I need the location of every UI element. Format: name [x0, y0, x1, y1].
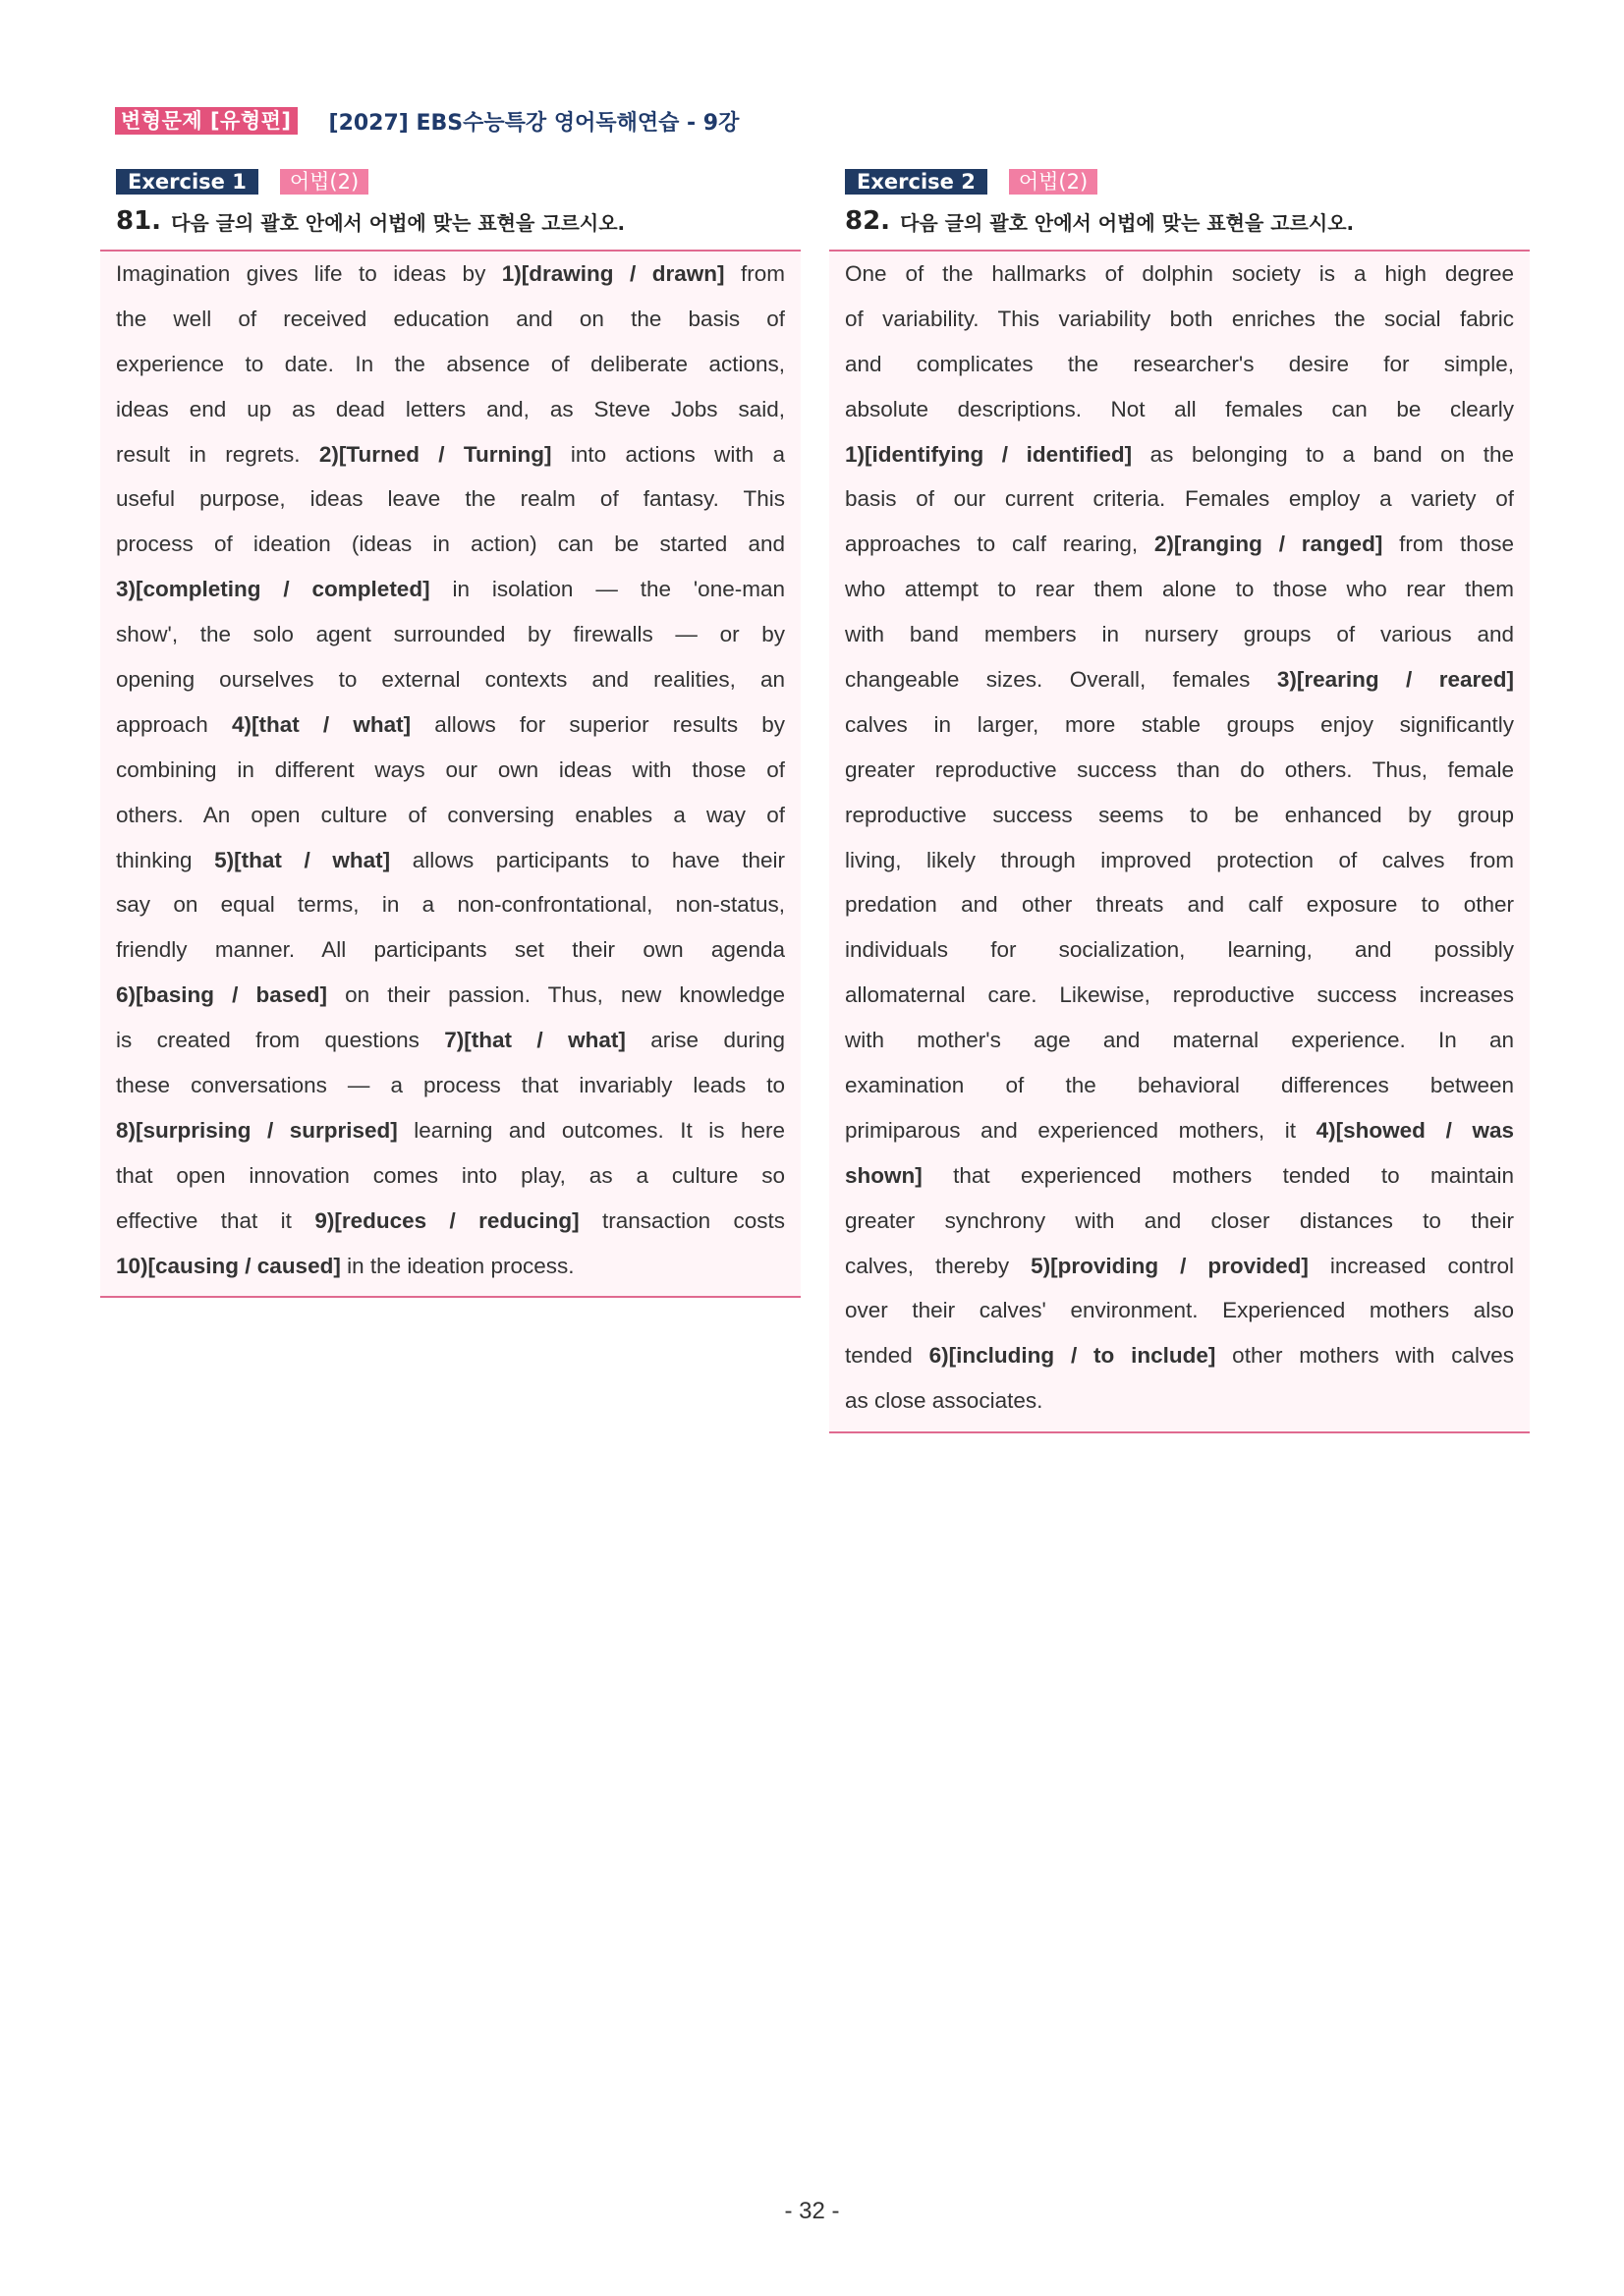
passage-line: thinking 5)[that / what] allows participants to have their	[116, 847, 785, 872]
passage-line: combining in different ways our own ideas with those of	[116, 756, 785, 782]
passage-line: basis of our current criteria. Females employ a variety of	[845, 486, 1514, 512]
answer-choice: 9)[reduces / reducing]	[314, 1207, 580, 1233]
passage-box	[829, 250, 1530, 1433]
passage-line: others. An open culture of conversing enables a way of	[116, 802, 785, 827]
passage-line: friendly manner. All participants set their own agenda	[116, 937, 785, 963]
answer-choice: 6)[including / to include]	[928, 1343, 1216, 1369]
exercise-2	[829, 169, 1530, 1433]
passage-line: reproductive success seems to be enhanced by group	[845, 802, 1514, 827]
answer-choice: 10)[causing / caused]	[116, 1253, 341, 1278]
answer-choice: 2)[Turned / Turning]	[318, 441, 552, 467]
passage-line: experience to date. In the absence of deliberate actions,	[116, 351, 785, 376]
passage-line: that open innovation comes into play, as a culture so	[116, 1162, 785, 1188]
answer-choice: 6)[basing / based]	[116, 982, 328, 1008]
answer-choice: 2)[ranging / ranged]	[1153, 532, 1383, 557]
answer-choice: 3)[completing / completed]	[116, 577, 430, 602]
exercise-1-badge: Exercise 1	[116, 169, 258, 195]
exercise-2-heading	[845, 169, 1530, 195]
question-number: 82.	[845, 206, 891, 236]
passage-line: effective that it 9)[reduces / reducing] transaction costs	[116, 1207, 785, 1233]
passage-line: these conversations — a process that invariably leads to	[116, 1073, 785, 1098]
passage-line: who attempt to rear them alone to those who rear them	[845, 577, 1514, 602]
passage-line: Imagination gives life to ideas by 1)[drawing / drawn] from	[116, 261, 785, 286]
passage-line: over their calves' environment. Experienced mothers also	[845, 1298, 1514, 1323]
passage-line: with mother's age and maternal experience. In an	[845, 1028, 1514, 1053]
passage-line: absolute descriptions. Not all females can be clearly	[845, 396, 1514, 421]
passage-line: shown] that experienced mothers tended to maintain	[845, 1162, 1514, 1188]
passage-line: living, likely through improved protection of calves from	[845, 847, 1514, 872]
passage-line: 10)[causing / caused] in the ideation process.	[116, 1253, 575, 1278]
passage-line: calves, thereby 5)[providing / provided] increased control	[845, 1253, 1514, 1278]
passage-line: allomaternal care. Likewise, reproductive success increases	[845, 982, 1514, 1008]
passage-line: of variability. This variability both enriches the social fabric	[845, 306, 1514, 331]
passage-line: 6)[basing / based] on their passion. Thus, new knowledge	[116, 982, 785, 1008]
answer-choice: 4)[that / what]	[232, 711, 412, 737]
answer-choice: 5)[providing / provided]	[1031, 1253, 1309, 1278]
exercise-2-badge: Exercise 2	[845, 169, 987, 195]
passage-line: with band members in nursery groups of various and	[845, 622, 1514, 647]
header-title: [2027] EBS수능특강 영어독해연습 - 9강	[328, 110, 740, 136]
answer-choice: 5)[that / what]	[214, 847, 391, 872]
page-number: - 32 -	[784, 2198, 840, 2224]
passage-line: approaches to calf rearing, 2)[ranging / ranged] from those	[845, 532, 1514, 557]
answer-choice: 8)[surprising / surprised]	[116, 1117, 398, 1143]
answer-choice: 4)[showed / was	[1316, 1117, 1514, 1143]
passage-line: opening ourselves to external contexts and realities, an	[116, 667, 785, 693]
passage-line: examination of the behavioral differences between	[845, 1073, 1514, 1098]
exercise-1-heading	[116, 169, 801, 195]
passage-line: greater reproductive success than do others. Thus, female	[845, 756, 1514, 782]
passage-line: approach 4)[that / what] allows for superior results by	[116, 711, 785, 737]
question-82	[845, 204, 1530, 238]
passage-line: as close associates.	[845, 1388, 1043, 1414]
passage-line: say on equal terms, in a non-confrontational, non-status,	[116, 892, 785, 918]
exercise-1-type-tag: 어법(2)	[280, 169, 368, 195]
question-number: 81.	[116, 206, 162, 236]
passage-line: calves in larger, more stable groups enjoy significantly	[845, 711, 1514, 737]
passage-line: the well of received education and on the basis of	[116, 306, 785, 331]
answer-choice: 7)[that / what]	[444, 1028, 626, 1053]
passage-line: individuals for socialization, learning, and possibly	[845, 937, 1514, 963]
answer-choice: 1)[drawing / drawn]	[501, 261, 725, 286]
passage-line: show', the solo agent surrounded by firewalls — or by	[116, 622, 785, 647]
passage-line: 8)[surprising / surprised] learning and outcomes. It is here	[116, 1117, 785, 1143]
exercise-1	[100, 169, 801, 1298]
passage-line: result in regrets. 2)[Turned / Turning] into actions with a	[116, 441, 785, 467]
passage-line: is created from questions 7)[that / what] arise during	[116, 1028, 785, 1053]
question-instruction: 다음 글의 괄호 안에서 어법에 맞는 표현을 고르시오.	[900, 210, 1355, 235]
passage-line: primiparous and experienced mothers, it 4)[showed / was	[845, 1117, 1514, 1143]
passage-line: and complicates the researcher's desire for simple,	[845, 351, 1514, 376]
passage-box	[100, 250, 801, 1298]
question-instruction: 다음 글의 괄호 안에서 어법에 맞는 표현을 고르시오.	[171, 210, 626, 235]
answer-choice: shown]	[845, 1162, 923, 1188]
variant-problem-tag: 변형문제 [유형편]	[115, 107, 298, 135]
passage-line: 1)[identifying / identified] as belonging to a band on the	[845, 441, 1514, 467]
passage-line: tended 6)[including / to include] other mothers with calves	[845, 1343, 1514, 1369]
passage-line: process of ideation (ideas in action) can be started and	[116, 532, 785, 557]
answer-choice: 3)[rearing / reared]	[1276, 667, 1514, 693]
passage-line: 3)[completing / completed] in isolation — the 'one-man	[116, 577, 785, 602]
question-81	[116, 204, 801, 238]
passage-line: One of the hallmarks of dolphin society is a high degree	[845, 261, 1514, 286]
passage-line: predation and other threats and calf exposure to other	[845, 892, 1514, 918]
passage-line: changeable sizes. Overall, females 3)[rearing / reared]	[845, 667, 1514, 693]
passage-line: greater synchrony with and closer distances to their	[845, 1207, 1514, 1233]
page-header	[115, 106, 739, 136]
passage-line: ideas end up as dead letters and, as Steve Jobs said,	[116, 396, 785, 421]
exercise-2-type-tag: 어법(2)	[1009, 169, 1097, 195]
passage-line: useful purpose, ideas leave the realm of fantasy. This	[116, 486, 785, 512]
answer-choice: 1)[identifying / identified]	[845, 441, 1133, 467]
